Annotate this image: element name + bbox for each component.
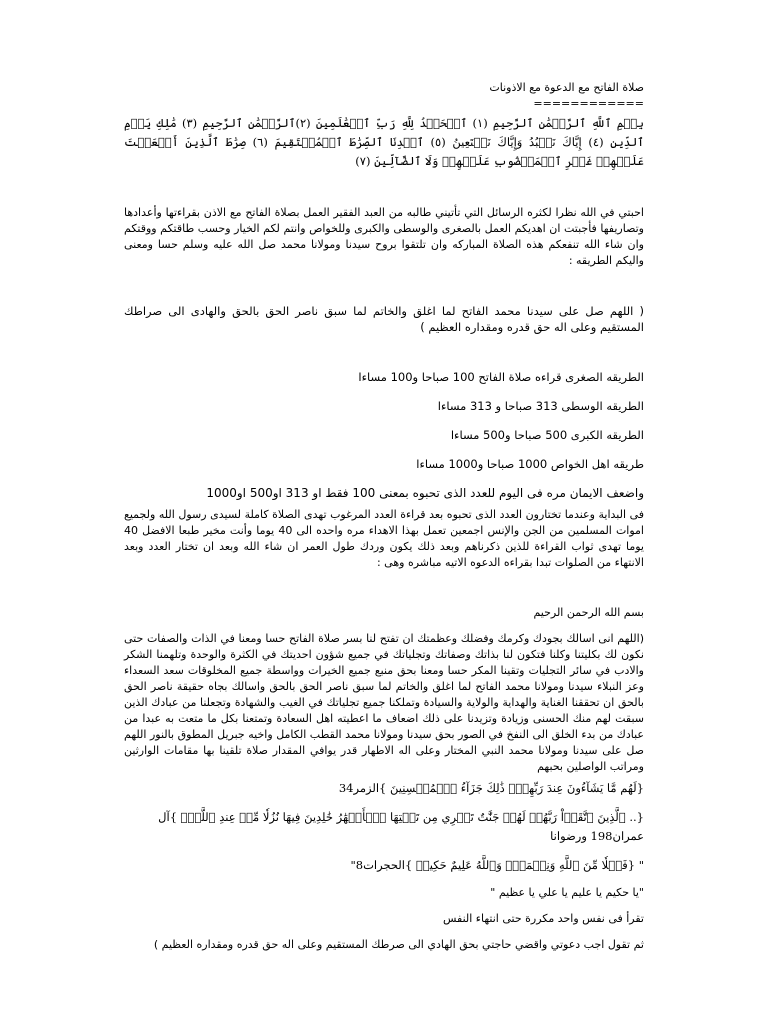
verse-zumar: {لَهُم مَّا يَشَآءُونَ عِندَ رَبِّهِمۡۚ ذَٰلِكَ جَزَآءُ ٱلۡمُحۡسِنِينَ }الزمر34 <box>338 781 644 795</box>
document-page <box>124 80 644 963</box>
verse-hujurat: " {فَضۡلٗا مِّنَ ٱللَّهِ وَنِعۡمَةٗۚ وَٱللَّهُ عَلِيمٌ حَكِيمٞ }الحجرات8" <box>350 858 644 872</box>
method-weakest: واضعف الايمان مره فى اليوم للعدد الذى تحبوه بمعنى 100 فقط او 313 او500 او1000 <box>206 486 644 500</box>
method-special: طريقه اهل الخواص 1000 صباحا و1000 مساءا <box>416 457 644 471</box>
dua-block <box>124 631 644 953</box>
beginning-paragraph: فى البداية وعندما تختارون العدد الذى تحبوه بعد قراءة العدد المرغوب تهدى الصلاة كاملة لسيدى رسول الله ولجميع اموات المسلمين من الجن والإنس اجمعين تعمل بهذا الاهداء مره واحده الى 40 يوما وأنت مخير طبعا الافضل 40 يوما تهدى ثواب القراءة للذين ذكرناهم وبعد ذلك يكون وردك طول العمر ان شاء الله وبعد ان تختار العدد وبعد الانتهاء من الصلوات تبدا بقراءه الدعوه الاتيه مباشره وهى : <box>124 508 644 569</box>
method-middle: الطريقه الوسطى 313 صباحا و 313 مساءا <box>437 399 644 413</box>
closing-dua: ثم تقول اجب دعوتي واقضي حاجتي بحق الهادي الى صرطك المستقيم وعلى اله حق قدره ومقداره العظيم ) <box>153 938 644 951</box>
fatiha-text: بِسۡمِ ٱللَّهِ ٱلرَّحۡمَٰنِ ٱلرَّحِيمِ (١) ٱلۡحَمۡدُ لِلَّهِ رَبِّ ٱلۡعَٰلَمِينَ (٢)ٱلرَّحۡمَٰنِ ٱلرَّحِيمِ (٣) مَٰلِكِ يَوۡمِ ٱلدِّينِ (٤) إِيَّاكَ نَعۡبُدُ وَإِيَّاكَ نَسۡتَعِينُ (٥) ٱهۡدِنَا ٱلصِّرَٰطَ ٱلۡمُسۡتَقِيمَ (٦) صِرَٰطَ ٱلَّذِينَ أَنۡعَمۡتَ عَلَيۡهِمۡ غَيۡرِ ٱلۡمَغۡضُوبِ عَلَيۡهِمۡ وَلَا ٱلضَّآلِّينَ (٧) <box>124 116 645 168</box>
document-title: صلاة الفاتح مع الدعوة مع الاذونات <box>489 81 644 94</box>
basmala-heading: بسم الله الرحمن الرحيم <box>533 606 644 619</box>
dua-text: (اللهم انى اسالك بجودك وكرمك وفضلك وعظمتك ان تفتح لنا بسر صلاة الفاتح حسا ومعنا في الذات والصفات حتى نكون لك بكليتنا وكلنا فتكون لنا بذاتك وصفاتك وتجلياتك في جميع شؤون احديتك في الكثرة والوحدة وتلهمنا الشكر والادب في سائر التجليات وتقينا المكر حسا ومعنا بحق منبع جميع الخيرات وواسطة جميع المخلوقات سعد السعداء وعز النبلاء سيدنا ومولانا محمد الفاتح لما اغلق والخاتم لما سبق ناصر الحق بالحق واسالك بجاه حقيقة ناصر الحق بالحق ان تحققنا الغناية والهداية والولاية والسيادة وتملكنا جميع تجلياتك في الغيب والشهادة وتجعلنا من عبادك الذين سبقت لهم منك الحسنى وزيادة وتزيدنا على ذلك اضعاف ما اعطيته اهل السعادة وتمتعنا بكل ما متعت به عبدا من عبادك من بدء الخلق الى النفخ في الصور بحق سيدنا ومولانا محمد القطب الكامل واخيه جبريل المطوق بالنور اللهم صل على سيدنا ومولانا محمد النبي المختار وعلى اله الاطهار قدر يوافي المقدار صلاة تلقينا بها مقامات الوارثين ومراتب الواصلين بحبهم <box>124 632 644 773</box>
salat-fatih-text: ( اللهم صل على سيدنا محمد الفاتح لما اغلق والخاتم لما سبق ناصر الحق بالحق والهادى الى صراطك المستقيم وعلى اله حق قدره ومقداره العظيم ) <box>124 304 644 334</box>
verse-al-imran: {.. ٱلَّذِينَ ٱتَّقَوۡاْ رَبَّهُمۡ لَهُمۡ جَنَّٰتٌ تَجۡرِي مِن تَحۡتِهَا ٱلۡأَنۡهَٰرُ خَٰلِدِينَ فِيهَا نُزُلٗا مِّنۡ عِندِ ٱللَّهِۗ }آل عمران198 ورضوانا <box>158 810 644 843</box>
intro-paragraph: احبتي في الله نظرا لكثره الرسائل التي تأتيني طالبه من العبد الفقير العمل بصلاة الفاتح مع الاذن بقراءتها وأعدادها وتصاريفها فأجبتت ان اهديكم العمل بالصغرى والوسطى والكبرى وللخواص وانتم لكم الخيار وحسب طاقتكم ووقتكم وان شاء الله تنفعكم هذه الصلاة المباركه وان تلتقوا بروح سيدنا ومولانا محمد صل الله عليه وسلم حسا ومعنى واليكم الطريقه : <box>124 206 644 267</box>
title-separator: ============ <box>533 97 644 110</box>
repeat-note: تقرأ فى نفس واحد مكررة حتى انتهاء النفس <box>443 912 644 925</box>
names-invocation: "يا حكيم يا عليم يا علي يا عظيم " <box>490 886 644 899</box>
method-large: الطريقه الكبرى 500 صباحا و500 مساءا <box>450 428 644 442</box>
method-small: الطريقه الصغرى قراءه صلاة الفاتح 100 صباحا و100 مساءا <box>358 370 644 384</box>
